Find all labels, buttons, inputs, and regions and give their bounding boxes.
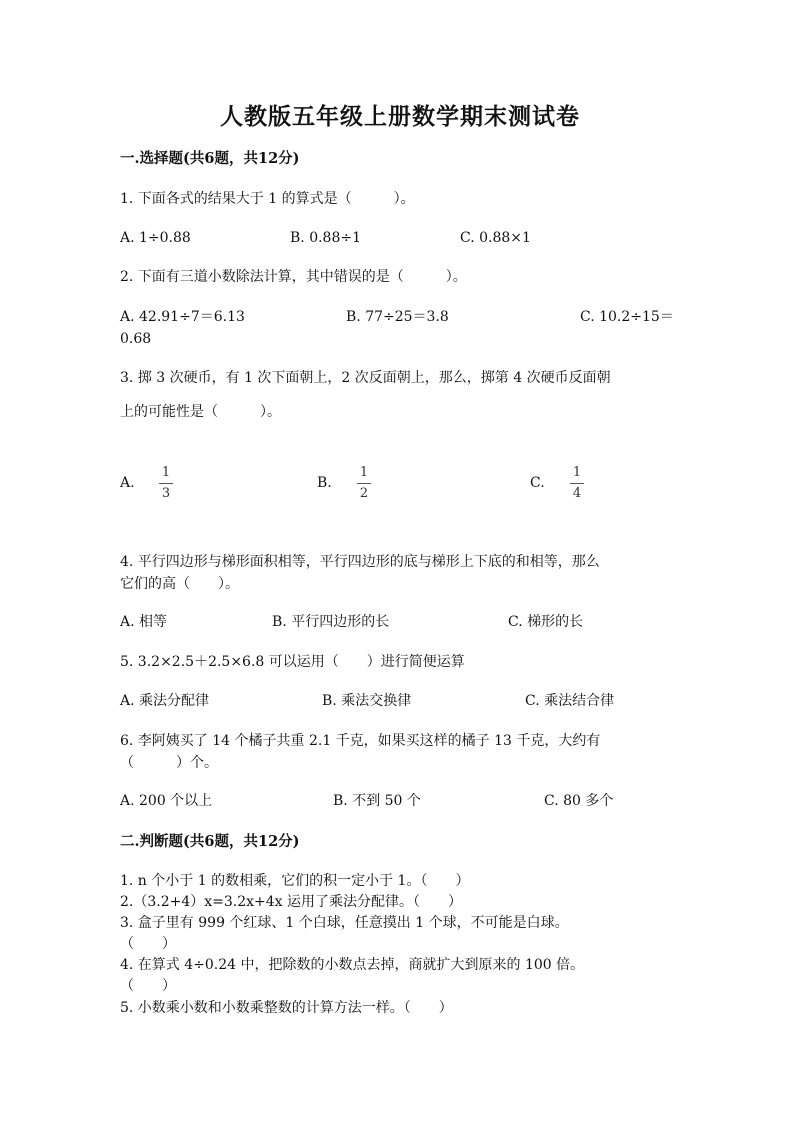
- tf-item-1: 1. n 个小于 1 的数相乘，它们的积一定小于 1。（ ）: [120, 873, 470, 889]
- q5-option-c: C. 乘法结合律: [525, 693, 615, 709]
- q3-option-a-label: A.: [120, 475, 135, 491]
- q2-option-a: A. 42.91÷7＝6.13: [120, 309, 245, 325]
- fraction-bar: [570, 483, 584, 484]
- fraction-numerator: 1: [359, 465, 369, 480]
- q4-option-a: A. 相等: [120, 614, 168, 630]
- q3-option-a-fraction: [158, 466, 174, 501]
- q4-option-b: B. 平行四边形的长: [272, 614, 390, 630]
- section2-heading: 二.判断题(共6题，共12分): [120, 833, 300, 850]
- fraction-numerator: 1: [572, 465, 582, 480]
- section1-heading: 一.选择题(共6题，共12分): [120, 150, 300, 167]
- q2-option-b: B. 77÷25＝3.8: [346, 309, 449, 325]
- q3-option-b-fraction: [356, 466, 372, 501]
- q6-stem-line1: 6. 李阿姨买了 14 个橘子共重 2.1 千克，如果买这样的橘子 13 千克，大约有: [120, 733, 601, 749]
- q1-option-c: C. 0.88×1: [460, 230, 531, 246]
- fraction-denominator: 3: [161, 486, 171, 501]
- q4-stem-line1: 4. 平行四边形与梯形面积相等，平行四边形的底与梯形上下底的和相等，那么: [120, 554, 600, 570]
- fraction-denominator: 4: [572, 486, 582, 501]
- q1-stem: 1. 下面各式的结果大于 1 的算式是（ ）。: [120, 191, 415, 207]
- q1-option-a: A. 1÷0.88: [120, 230, 191, 246]
- q2-option-c-continued: 0.68: [120, 331, 152, 347]
- fraction-denominator: 2: [359, 486, 369, 501]
- fraction-bar: [357, 483, 371, 484]
- q6-stem-line2: （ ）个。: [120, 755, 218, 771]
- q3-option-c-fraction: [569, 466, 585, 501]
- fraction-numerator: 1: [161, 465, 171, 480]
- q5-stem: 5. 3.2×2.5＋2.5×6.8 可以运用（ ）进行简便运算: [120, 654, 465, 670]
- q3-option-c-label: C.: [530, 475, 545, 491]
- tf-item-3: 3. 盒子里有 999 个红球、1 个白球，任意摸出 1 个球，不可能是白球。: [120, 915, 569, 931]
- q3-stem-line2: 上的可能性是（ ）。: [120, 404, 281, 420]
- q4-stem-line2: 它们的高（ ）。: [120, 576, 239, 592]
- q3-option-b-label: B.: [317, 475, 332, 491]
- tf-item-4: 4. 在算式 4÷0.24 中，把除数的小数点去掉，商就扩大到原来的 100 倍。: [120, 957, 585, 973]
- q1-option-b: B. 0.88÷1: [290, 230, 361, 246]
- q6-option-c: C. 80 多个: [544, 793, 614, 809]
- tf-item-4-answer: （ ）: [120, 978, 176, 994]
- q2-stem: 2. 下面有三道小数除法计算，其中错误的是（ ）。: [120, 269, 467, 285]
- page-title: 人教版五年级上册数学期末测试卷: [220, 103, 580, 130]
- q4-option-c: C. 梯形的长: [508, 614, 584, 630]
- q6-option-b: B. 不到 50 个: [333, 793, 421, 809]
- q3-stem-line1: 3. 掷 3 次硬币，有 1 次下面朝上，2 次反面朝上，那么，掷第 4 次硬币反面朝: [120, 370, 611, 386]
- tf-item-3-answer: （ ）: [120, 936, 176, 952]
- q5-option-a: A. 乘法分配律: [120, 693, 210, 709]
- q2-option-c: C. 10.2÷15＝: [580, 309, 674, 325]
- tf-item-2: 2.（3.2+4）x=3.2x+4x 运用了乘法分配律。（ ）: [120, 894, 463, 910]
- q6-option-a: A. 200 个以上: [120, 793, 213, 809]
- tf-item-5: 5. 小数乘小数和小数乘整数的计算方法一样。（ ）: [120, 1000, 453, 1016]
- q5-option-b: B. 乘法交换律: [322, 693, 412, 709]
- fraction-bar: [159, 483, 173, 484]
